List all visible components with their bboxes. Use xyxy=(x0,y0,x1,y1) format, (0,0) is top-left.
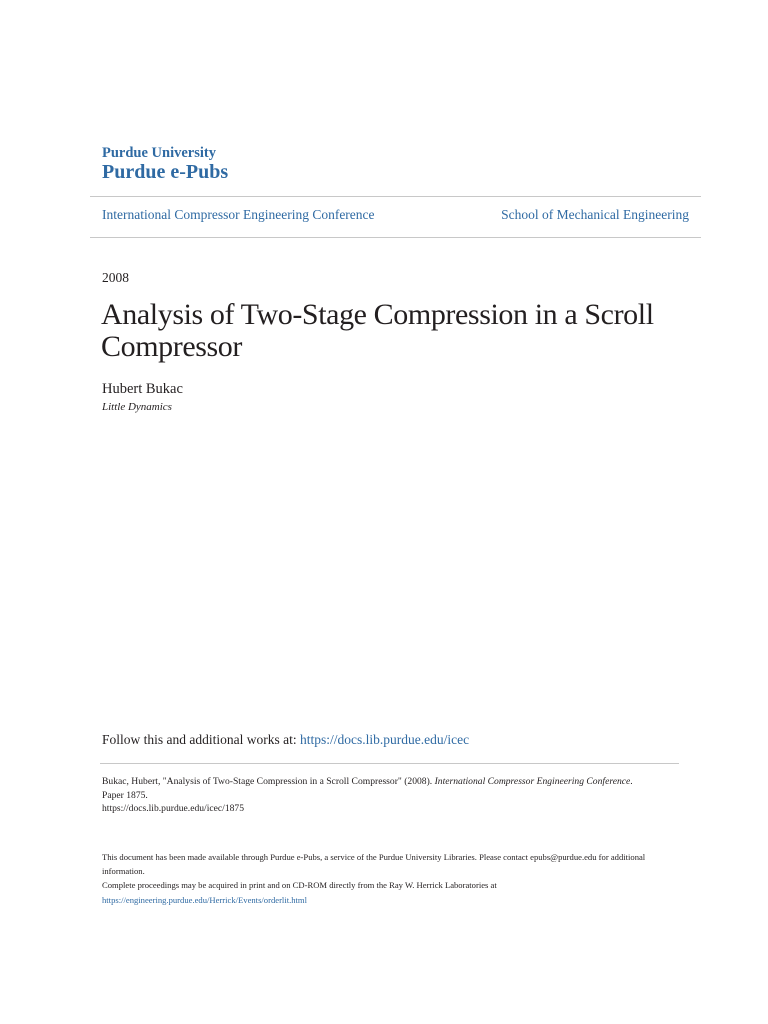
repository-name[interactable]: Purdue e-Pubs xyxy=(102,161,229,183)
follow-label: Follow this and additional works at: xyxy=(102,732,297,747)
collection-divider xyxy=(90,237,701,238)
citation-paper-number: Paper 1875. xyxy=(102,789,148,801)
herrick-order-link[interactable]: https://engineering.purdue.edu/Herrick/Events/orderlit.html xyxy=(102,894,308,905)
notice-line-1: This document has been made available through Purdue e-Pubs, a service of the Purdue University Libraries. Please contact epubs@purdue.edu for additional information. xyxy=(102,852,646,877)
citation-venue: International Compressor Engineering Conference xyxy=(434,776,631,787)
notice-line-2: Complete proceedings may be acquired in print and on CD-ROM directly from the Ray W. Herrick Laboratories at xyxy=(102,880,497,891)
university-name: Purdue University xyxy=(102,145,216,161)
follow-line xyxy=(102,732,469,748)
citation-text: Bukac, Hubert, "Analysis of Two-Stage Compression in a Scroll Compressor" (2008). xyxy=(102,776,435,787)
collection-link-conference[interactable]: International Compressor Engineering Conference xyxy=(102,207,375,222)
citation-divider xyxy=(100,763,679,764)
author-name: Hubert Bukac xyxy=(102,381,183,397)
citation-url[interactable]: https://docs.lib.purdue.edu/icec/1875 xyxy=(102,803,245,814)
top-divider xyxy=(90,196,701,197)
follow-link[interactable]: https://docs.lib.purdue.edu/icec xyxy=(300,732,470,747)
author-affiliation: Little Dynamics xyxy=(102,401,172,413)
availability-notice xyxy=(102,850,682,907)
citation-period: . xyxy=(630,776,633,787)
paper-title: Analysis of Two-Stage Compression in a Scroll Compressor xyxy=(101,298,654,363)
collection-link-school[interactable]: School of Mechanical Engineering xyxy=(501,207,689,222)
publication-year: 2008 xyxy=(102,270,129,285)
recommended-citation xyxy=(102,775,682,816)
